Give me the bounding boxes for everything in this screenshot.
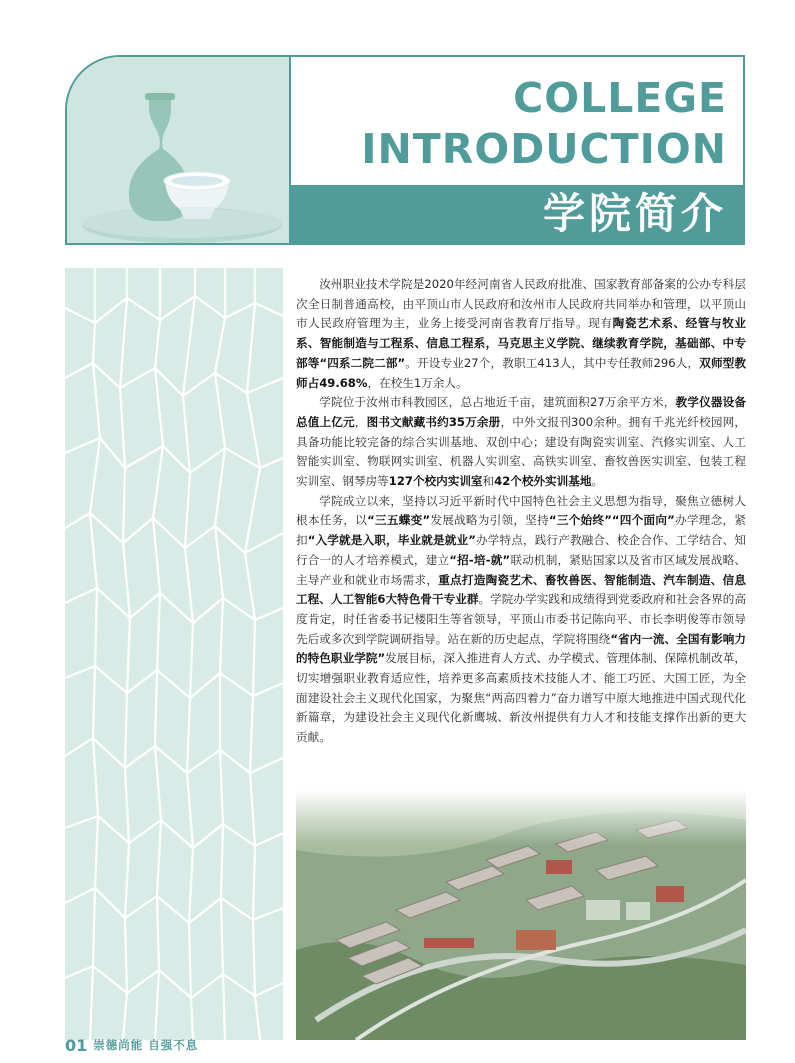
page-footer xyxy=(65,1034,198,1056)
emphasis-text: “入学就是入职，毕业就是就业” xyxy=(307,533,476,548)
body-text-segment: ， xyxy=(354,414,367,429)
introduction-body xyxy=(296,275,746,748)
page-title-chinese: 学院简介 xyxy=(542,189,727,238)
body-text-segment: 发展战略为引领，坚持 xyxy=(430,513,549,528)
body-text-segment: 学院位于汝州市科教园区，总占地近千亩，建筑面积27万余平方米， xyxy=(319,395,676,410)
body-paragraph xyxy=(296,393,746,492)
body-text-segment: 学院成立以来，坚持以习近平新时代中国特色社会主义思想为指导，聚焦立德树人根本任务，以 xyxy=(296,493,746,528)
body-text-segment: ，在校生1万余人。 xyxy=(367,375,468,390)
body-text-segment: 办学理念，紧扣 xyxy=(296,513,746,548)
emphasis-text: “招-培-就” xyxy=(449,552,511,567)
emphasis-text: 重点打造陶瓷艺术、畜牧兽医、智能制造、汽车制造、信息工程、人工智能6大特色骨干专业群 xyxy=(296,572,746,607)
page-title-english xyxy=(361,73,727,175)
emphasis-text: 127个校内实训室 xyxy=(388,474,483,489)
emphasis-text: 陶瓷艺术系、经管与牧业系、智能制造与工程系、信息工程系，马克思主义学院、继续教育学院，基础部、中专部等“四系二院二部” xyxy=(296,316,746,370)
body-text-segment: 发展目标，深入推进育人方式、办学模式、管理体制、保障机制改革，切实增强职业教育适应性，培养更多高素质技术技能人才、能工巧匠、大国工匠，为全面建设社会主义现代化国家，为聚焦“两高四着力”奋力谱写中原大地推进中国式现代化新篇章，为建设社会主义现代化新鹰城、新汝州提供有力人才和技能支撑作出新的更大贡献。 xyxy=(296,651,746,745)
page-number: 01 xyxy=(65,1035,88,1055)
body-text-segment: 。开设专业27个，教职工413人，其中专任教师296人， xyxy=(405,355,700,370)
title-en-line2: INTRODUCTION xyxy=(361,125,727,173)
body-text-segment: 联动机制，紧贴国家以及省市区域发展战略、主导产业和就业市场需求， xyxy=(296,552,746,587)
crackle-pattern-icon xyxy=(65,268,283,1040)
title-en-line1: COLLEGE xyxy=(513,74,727,122)
body-text-segment: 。学院办学实践和成绩得到党委政府和社会各界的高度肯定，时任省委书记楼阳生等省领导，平顶山市委书记陈向平、市长李明俊等市领导先后或多次到学院调研指导。站在新的历史起点，学院将围绕 xyxy=(296,592,746,646)
body-paragraph xyxy=(296,275,746,393)
emphasis-text: “三个始终”“四个面向” xyxy=(548,513,675,528)
body-text-segment: 汝州职业技术学院是2020年经河南省人民政府批准、国家教育部备案的公办专科层次全日制普通高校，由平顶山市人民政府和汝州市人民政府共同举办和管理，以平顶山市人民政府管理为主，业务上接受河南省教育厅指导。现有 xyxy=(296,277,746,331)
body-paragraph xyxy=(296,492,746,748)
campus-aerial-image xyxy=(296,790,746,1040)
campus-aerial-icon xyxy=(296,790,746,1040)
ceramic-vase-icon xyxy=(67,57,289,243)
body-text-segment: 。 xyxy=(591,474,604,489)
header-panel xyxy=(65,55,745,245)
body-text-segment: 和 xyxy=(482,474,495,489)
header-illustration-panel xyxy=(67,57,291,243)
body-text-segment: 办学特点，践行产教融合、校企合作、工学结合、知行合一的人才培养模式，建立 xyxy=(296,533,746,567)
emphasis-text: 图书文献藏书约35万余册 xyxy=(366,414,501,429)
emphasis-text: “省内一流、全国有影响力的特色职业学院” xyxy=(296,631,746,666)
emphasis-text: 教学仪器设备总值上亿元 xyxy=(296,395,746,429)
footer-motto: 崇德尚能 自强不息 xyxy=(93,1038,199,1052)
emphasis-text: 42个校外实训基地 xyxy=(494,474,592,489)
body-text-segment: ，中外文报刊300余种。拥有千兆光纤校园网，具备功能比较完备的综合实训基地、双创中心；建设有陶瓷实训室、汽修实训室、人工智能实训室、物联网实训室、机器人实训室、高铁实训室、畜牧兽医实训室、包装工程实训室、钢琴房等 xyxy=(296,414,746,489)
crackle-pattern-panel xyxy=(65,268,283,1040)
emphasis-text: 双师型教师占49.68% xyxy=(296,355,746,390)
emphasis-text: “三五蝶变” xyxy=(367,513,431,528)
